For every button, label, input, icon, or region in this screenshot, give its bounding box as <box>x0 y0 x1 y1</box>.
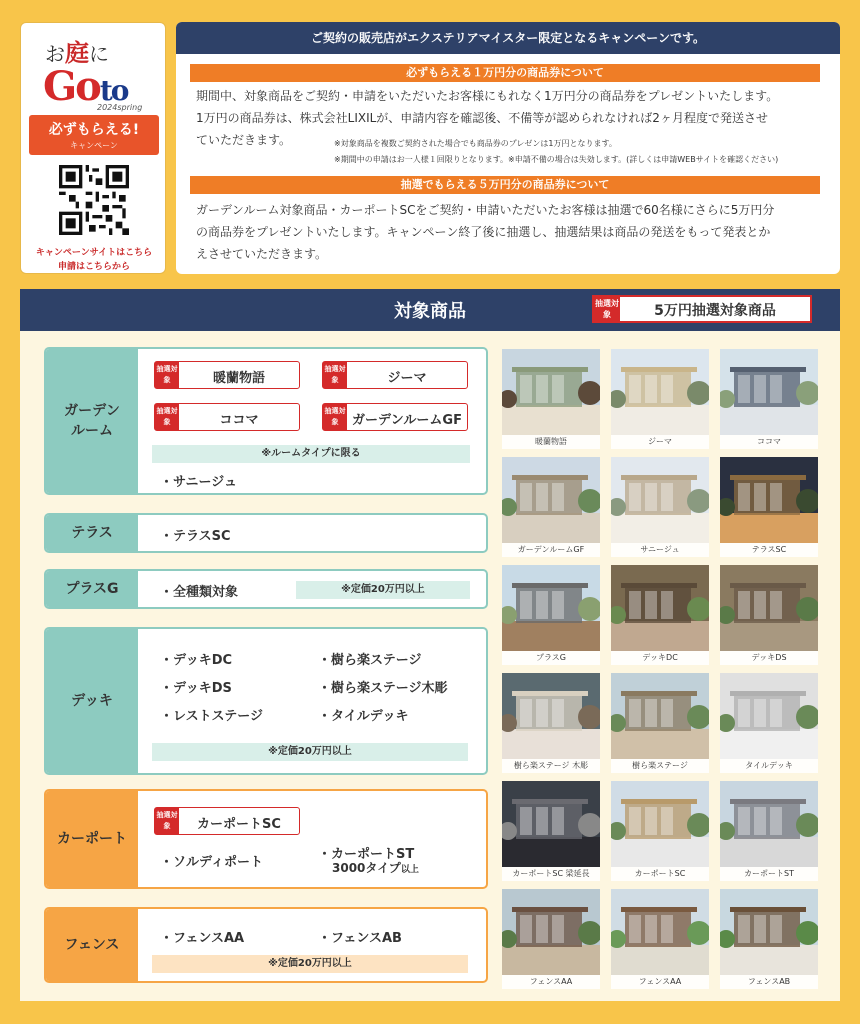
pill-gima <box>322 361 468 389</box>
product-photo <box>502 457 600 557</box>
fence-label: フェンス <box>46 909 138 981</box>
product-photo-image <box>611 781 709 867</box>
logo-suffix: に <box>89 42 109 66</box>
product-photo-caption: デッキDC <box>611 651 709 665</box>
fence-item-ab: ・フェンスAB <box>318 931 402 946</box>
ribbon-sub: キャンペーン <box>70 141 118 150</box>
product-photo <box>720 889 818 989</box>
product-photo-caption: フェンスAA <box>502 975 600 989</box>
pill-text: ガーデンルームGF <box>352 413 462 428</box>
fence-note: ※定価20万円以上 <box>152 955 468 973</box>
product-photo-caption: タイルデッキ <box>720 759 818 773</box>
pill-text: カーポートSC <box>197 817 281 832</box>
carport-label: カーポート <box>46 791 138 887</box>
product-photo-image <box>720 565 818 651</box>
product-photo-image <box>611 889 709 975</box>
deck-item-kiraraku-mokuchou: ・樹ら楽ステージ木彫 <box>318 681 448 696</box>
section2-line2: の商品券をプレゼントいたします。キャンペーン終了後に抽選し、抽選結果は商品の発送をもって発表とか <box>196 225 771 239</box>
garden-room-label <box>46 349 138 493</box>
logo-prefix: お <box>45 42 65 66</box>
product-photo-image <box>502 673 600 759</box>
product-photo <box>502 673 600 773</box>
deck-item-dc: ・デッキDC <box>160 653 233 668</box>
ribbon-main: 必ずもらえる! <box>48 122 140 138</box>
product-photo-image <box>720 889 818 975</box>
products-panel <box>20 289 840 1001</box>
section1-line2: 1万円の商品券は、株式会社LIXILが、申請内容を確認後、不備等が認められなければ2ヶ月程度で発送させ <box>196 111 768 125</box>
apply-link[interactable]: 申請はこちらから <box>57 262 130 272</box>
product-photo-caption: テラスSC <box>720 543 818 557</box>
pill-cocoma <box>154 403 300 431</box>
product-photo-caption: フェンスAB <box>720 975 818 989</box>
pill-text: 暖蘭物語 <box>212 371 265 386</box>
section1-line3: ていただきます。 <box>196 133 292 147</box>
product-photo-caption: ココマ <box>720 435 818 449</box>
product-photo-image <box>502 781 600 867</box>
product-photo-image <box>720 457 818 543</box>
product-photo <box>611 565 709 665</box>
section2-title: 抽選でもらえる５万円分の商品券について <box>190 176 820 194</box>
garden-item-sunige: ・サニージュ <box>160 475 237 490</box>
campaign-info-card <box>176 22 840 274</box>
category-plus-g <box>44 569 488 609</box>
pill-tag: 抽選対象 <box>323 404 347 430</box>
qr-code-icon[interactable] <box>59 165 129 235</box>
products-title: 対象商品 <box>394 301 466 322</box>
product-photo-image <box>611 349 709 435</box>
product-photo-image <box>611 565 709 651</box>
product-photo-image <box>502 565 600 651</box>
pill-text: ジーマ <box>387 371 427 386</box>
lottery-label: 5万円抽選対象商品 <box>654 303 776 319</box>
campaign-site-link[interactable]: キャンペーンサイトはこちら <box>35 248 153 258</box>
product-photo <box>720 457 818 557</box>
product-photo <box>611 781 709 881</box>
product-photo-caption: ガーデンルームGF <box>502 543 600 557</box>
product-photo-caption: 暖蘭物語 <box>502 435 600 449</box>
deck-label: デッキ <box>46 629 138 773</box>
product-photo <box>502 565 600 665</box>
product-photo <box>611 457 709 557</box>
product-photo <box>611 349 709 449</box>
category-deck <box>44 627 488 775</box>
product-photo <box>611 889 709 989</box>
deck-item-ds: ・デッキDS <box>160 681 232 696</box>
product-photo <box>720 781 818 881</box>
carport-item-st: ・カーポートST <box>318 847 415 862</box>
logo-go: Go <box>43 63 100 110</box>
product-photo-caption: 樹ら楽ステージ <box>611 759 709 773</box>
category-garden-room <box>44 347 488 495</box>
product-photo-image <box>611 457 709 543</box>
product-photo-image <box>720 673 818 759</box>
logo-niwa: 庭 <box>65 38 89 67</box>
product-photo-caption: カーポートSC <box>611 867 709 881</box>
pill-tag: 抽選対象 <box>323 362 347 388</box>
garden-label-1: ガーデン <box>64 403 120 419</box>
product-photo <box>720 349 818 449</box>
deck-note: ※定価20万円以上 <box>152 743 468 761</box>
pill-garden-room-gf <box>322 403 468 431</box>
plusg-label: プラスG <box>46 571 138 607</box>
product-photo-image <box>502 889 600 975</box>
section2-line3: えさせていただきます。 <box>196 247 328 261</box>
note2: ※期間中の申請はお一人様１回限りとなります。※申請不備の場合は失効します。(詳しくは申請WEBサイトを確認ください) <box>334 155 779 164</box>
pill-carport-sc <box>154 807 300 835</box>
campaign-logo-card <box>20 22 166 274</box>
product-photo-caption: デッキDS <box>720 651 818 665</box>
product-photo-caption: プラスG <box>502 651 600 665</box>
product-photo-caption: 樹ら楽ステージ 木彫 <box>502 759 600 773</box>
products-header <box>20 289 840 331</box>
logo-year: 2024spring <box>97 103 143 112</box>
product-photo <box>502 349 600 449</box>
lottery-badge <box>592 295 812 323</box>
logo-to: to <box>99 74 128 107</box>
product-photo-image <box>502 349 600 435</box>
product-photo-caption: カーポートSC 梁延長 <box>502 867 600 881</box>
info-header: ご契約の販売店がエクステリアマイスター限定となるキャンペーンです。 <box>176 22 840 54</box>
pill-danran <box>154 361 300 389</box>
product-photo <box>720 673 818 773</box>
note1: ※対象商品を複数ご契約された場合でも商品券のプレゼンは1万円となります。 <box>334 139 617 148</box>
carport-st-sub-text: 3000タイプ <box>332 861 401 875</box>
section1-line1: 期間中、対象商品をご契約・申請をいただいたお客様にもれなく1万円分の商品券をプレゼントいたします。 <box>196 89 779 103</box>
carport-item-st-sub <box>332 859 419 876</box>
terrace-label: テラス <box>46 515 138 551</box>
product-photo-image <box>720 349 818 435</box>
product-photo <box>611 673 709 773</box>
product-photo-caption: カーポートST <box>720 867 818 881</box>
pill-tag: 抽選対象 <box>155 362 179 388</box>
lottery-tag: 抽選対象 <box>595 299 619 319</box>
logo-ribbon <box>29 115 159 155</box>
pill-tag: 抽選対象 <box>155 404 179 430</box>
garden-label-2: ルーム <box>70 423 113 439</box>
category-terrace <box>44 513 488 553</box>
product-photo-image <box>611 673 709 759</box>
deck-item-rest-stage: ・レストステージ <box>160 709 263 724</box>
section2-line1: ガーデンルーム対象商品・カーポートSCをご契約・申請いただいたお客様は抽選で60名様にさらに5万円分 <box>196 203 775 217</box>
garden-note: ※ルームタイプに限る <box>152 445 470 463</box>
plusg-item: ・全種類対象 <box>160 585 239 600</box>
plusg-note: ※定価20万円以上 <box>296 581 470 599</box>
category-carport <box>44 789 488 889</box>
carport-item-soldi: ・ソルディポート <box>160 855 263 870</box>
product-photo-caption: ジーマ <box>611 435 709 449</box>
carport-st-sub-small: 以上 <box>400 865 419 875</box>
pill-tag: 抽選対象 <box>155 808 179 834</box>
deck-item-tile-deck: ・タイルデッキ <box>318 709 409 724</box>
product-photo <box>720 565 818 665</box>
pill-text: ココマ <box>219 413 259 428</box>
product-photo-image <box>502 457 600 543</box>
product-photo-caption: サニージュ <box>611 543 709 557</box>
product-photo <box>502 781 600 881</box>
deck-item-kiraraku: ・樹ら楽ステージ <box>318 653 422 668</box>
section1-title: 必ずもらえる１万円分の商品券について <box>190 64 820 82</box>
terrace-item: ・テラスSC <box>160 529 231 544</box>
fence-item-aa: ・フェンスAA <box>160 931 245 946</box>
product-photo-image <box>720 781 818 867</box>
category-fence <box>44 907 488 983</box>
product-photo <box>502 889 600 989</box>
product-photo-caption: フェンスAA <box>611 975 709 989</box>
